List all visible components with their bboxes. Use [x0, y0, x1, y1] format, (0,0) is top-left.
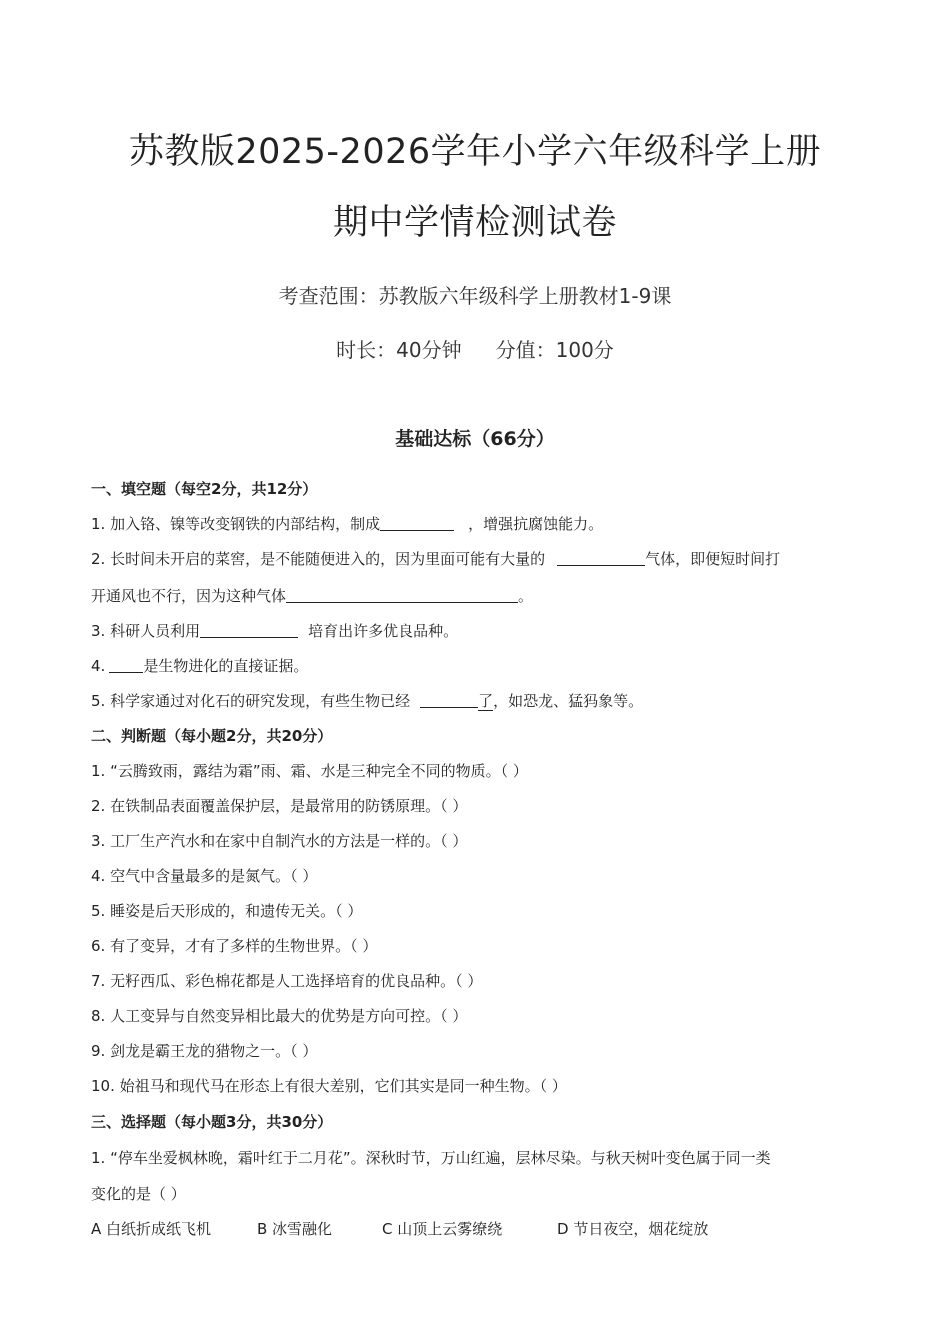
answer-blank: [557, 549, 645, 566]
judgment-item-7: 7. 无籽西瓜、彩色棉花都是人工选择培育的优良品种。（ ）: [91, 972, 483, 990]
question-text: 1. 加入铬、镍等改变钢铁的内部结构，制成: [91, 515, 381, 533]
choice-option-d: D 节日夜空，烟花绽放: [557, 1220, 709, 1238]
question-text: 3. 科研人员利用: [91, 622, 201, 640]
judgment-item-4: 4. 空气中含量最多的是氮气。（ ）: [91, 867, 318, 885]
answer-blank: [286, 586, 518, 603]
exam-title-line2: 期中学情检测试卷: [332, 203, 617, 243]
part3-heading: 三、选择题（每小题3分，共30分）: [91, 1113, 333, 1131]
answer-blank: [380, 514, 454, 531]
part2-heading: 二、判断题（每小题2分，共20分）: [91, 727, 333, 745]
part1-question-2-cont: [91, 585, 862, 607]
judgment-item-9: 9. 剑龙是霸王龙的猎物之一。（ ）: [91, 1042, 318, 1060]
answer-blank: [109, 656, 143, 673]
choice-question-1-cont: 变化的是（ ）: [91, 1185, 186, 1203]
part1-question-3: [91, 620, 862, 642]
choice-option-c: C 山顶上云雾缭绕: [382, 1220, 503, 1238]
choice-option-b: B 冰雪融化: [257, 1220, 333, 1238]
question-text: 2. 长时间未开启的菜窖，是不能随便进入的，因为里面可能有大量的: [91, 550, 546, 568]
exam-title-line1: 苏教版2025-2026学年小学六年级科学上册: [128, 132, 822, 172]
answer-blank: [420, 691, 478, 708]
part1-heading: 一、填空题（每空2分，共12分）: [91, 480, 318, 498]
exam-scope: 考查范围：苏教版六年级科学上册教材1-9课: [278, 284, 672, 308]
question-text: 开通风也不行，因为这种气体: [91, 587, 287, 605]
judgment-item-3: 3. 工厂生产汽水和在家中自制汽水的方法是一样的。（ ）: [91, 832, 468, 850]
choice-option-a: A 白纸折成纸飞机: [91, 1220, 212, 1238]
part1-question-2: [91, 548, 862, 570]
question-text: 。: [518, 587, 534, 605]
choice-question-1: 1. “停车坐爱枫林晚，霜叶红于二月花”。深秋时节，万山红遍，层林尽染。与秋天树叶变色属于同一类: [91, 1149, 771, 1167]
part1-question-4: [91, 655, 862, 677]
exam-score: 分值：100分: [495, 338, 614, 362]
question-text: ，如恐龙、猛犸象等。: [493, 692, 644, 710]
question-text: 4.: [91, 657, 106, 675]
judgment-item-6: 6. 有了变异，才有了多样的生物世界。（ ）: [91, 937, 378, 955]
question-text: 气体，即便短时间打: [645, 550, 781, 568]
question-text: 是生物进化的直接证据。: [143, 657, 309, 675]
answer-blank: [200, 621, 298, 638]
question-text: 培育出许多优良品种。: [308, 622, 459, 640]
part1-question-5: [91, 690, 862, 712]
judgment-item-10: 10. 始祖马和现代马在形态上有很大差别，它们其实是同一种生物。（ ）: [91, 1077, 567, 1095]
judgment-item-5: 5. 睡姿是后天形成的，和遗传无关。（ ）: [91, 902, 363, 920]
judgment-item-2: 2. 在铁制品表面覆盖保护层，是最常用的防锈原理。（ ）: [91, 797, 468, 815]
section-title: 基础达标（66分）: [395, 428, 555, 450]
judgment-item-1: 1. “云腾致雨，露结为霜”雨、霜、水是三种完全不同的物质。（ ）: [91, 762, 528, 780]
exam-meta: [0, 336, 950, 364]
part1-question-1: [91, 513, 862, 535]
question-text: 5. 科学家通过对化石的研究发现，有些生物已经: [91, 692, 411, 710]
judgment-item-8: 8. 人工变异与自然变异相比最大的优势是方向可控。（ ）: [91, 1007, 468, 1025]
exam-duration: 时长：40分钟: [336, 338, 462, 362]
question-text: ，增强抗腐蚀能力。: [468, 515, 604, 533]
choice-options: [91, 1218, 862, 1240]
question-text: 了: [478, 692, 494, 710]
